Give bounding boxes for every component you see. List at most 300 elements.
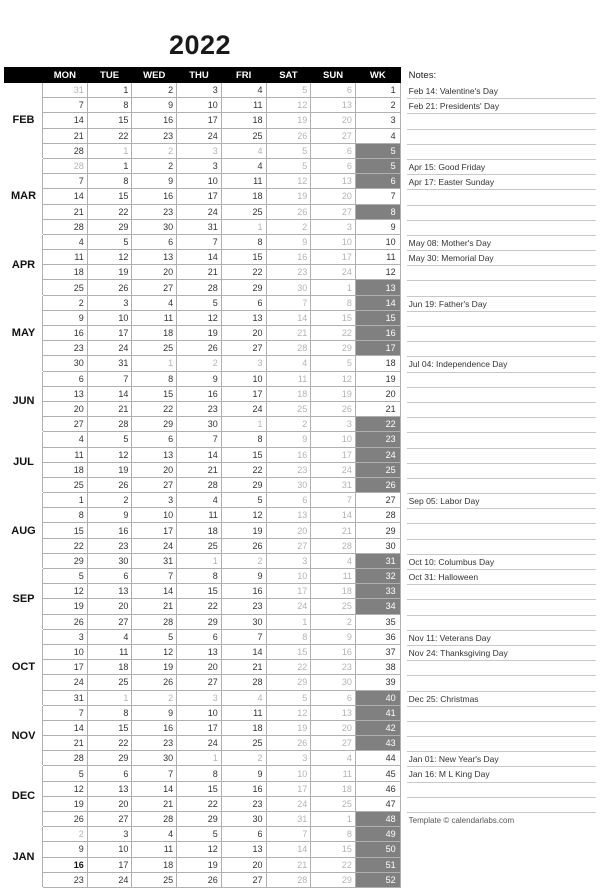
day-cell[interactable]: 16 [177,386,222,401]
day-cell[interactable]: 15 [311,842,356,857]
day-cell[interactable]: 28 [266,872,311,887]
day-cell[interactable]: 17 [266,584,311,599]
day-cell[interactable]: 19 [266,113,311,128]
day-cell[interactable]: 7 [311,493,356,508]
day-cell[interactable]: 12 [87,447,132,462]
day-cell[interactable]: 20 [266,523,311,538]
day-cell[interactable]: 3 [177,143,222,158]
day-cell[interactable]: 24 [311,265,356,280]
day-cell[interactable]: 17 [132,523,177,538]
day-cell[interactable]: 20 [132,265,177,280]
day-cell[interactable]: 10 [132,508,177,523]
note-row[interactable] [407,616,596,631]
day-cell[interactable]: 23 [266,462,311,477]
day-cell[interactable]: 25 [87,675,132,690]
day-cell[interactable]: 5 [311,356,356,371]
day-cell[interactable]: 13 [221,310,266,325]
note-row[interactable] [407,327,596,342]
day-cell[interactable]: 15 [87,113,132,128]
day-cell[interactable]: 22 [221,265,266,280]
day-cell[interactable]: 1 [177,553,222,568]
note-row[interactable] [407,798,596,813]
day-cell[interactable]: 11 [221,174,266,189]
note-row[interactable] [407,509,596,524]
day-cell[interactable]: 31 [311,477,356,492]
day-cell[interactable]: 1 [132,356,177,371]
note-row[interactable]: Sep 05: Labor Day [407,494,596,509]
day-cell[interactable]: 6 [221,827,266,842]
day-cell[interactable]: 4 [132,295,177,310]
day-cell[interactable]: 20 [311,189,356,204]
day-cell[interactable]: 10 [221,371,266,386]
day-cell[interactable]: 15 [43,523,88,538]
note-row[interactable] [407,449,596,464]
day-cell[interactable]: 16 [311,644,356,659]
day-cell[interactable]: 21 [266,857,311,872]
day-cell[interactable]: 12 [311,371,356,386]
note-row[interactable] [407,388,596,403]
day-cell[interactable]: 5 [177,827,222,842]
day-cell[interactable]: 14 [311,508,356,523]
day-cell[interactable]: 7 [43,98,88,113]
day-cell[interactable]: 12 [43,781,88,796]
day-cell[interactable]: 23 [221,796,266,811]
day-cell[interactable]: 13 [311,705,356,720]
day-cell[interactable]: 19 [177,857,222,872]
day-cell[interactable]: 31 [266,812,311,827]
day-cell[interactable]: 29 [87,219,132,234]
day-cell[interactable]: 22 [87,204,132,219]
note-row[interactable]: Nov 24: Thanksgiving Day [407,646,596,661]
day-cell[interactable]: 6 [132,432,177,447]
day-cell[interactable]: 30 [266,280,311,295]
day-cell[interactable]: 8 [221,432,266,447]
day-cell[interactable]: 16 [87,523,132,538]
day-cell[interactable]: 3 [311,219,356,234]
day-cell[interactable]: 3 [177,158,222,173]
day-cell[interactable]: 29 [266,675,311,690]
day-cell[interactable]: 19 [132,660,177,675]
day-cell[interactable]: 27 [311,204,356,219]
day-cell[interactable]: 22 [87,128,132,143]
day-cell[interactable]: 1 [221,219,266,234]
day-cell[interactable]: 18 [132,326,177,341]
day-cell[interactable]: 7 [132,766,177,781]
day-cell[interactable]: 18 [43,462,88,477]
day-cell[interactable]: 11 [87,644,132,659]
day-cell[interactable]: 5 [266,83,311,98]
day-cell[interactable]: 27 [87,614,132,629]
day-cell[interactable]: 21 [132,796,177,811]
note-row[interactable] [407,585,596,600]
day-cell[interactable]: 23 [177,401,222,416]
day-cell[interactable]: 28 [132,614,177,629]
note-row[interactable] [407,722,596,737]
note-row[interactable] [407,403,596,418]
day-cell[interactable]: 5 [132,629,177,644]
day-cell[interactable]: 7 [87,371,132,386]
day-cell[interactable]: 26 [43,614,88,629]
day-cell[interactable]: 19 [311,386,356,401]
day-cell[interactable]: 23 [43,872,88,887]
day-cell[interactable]: 6 [311,83,356,98]
day-cell[interactable]: 26 [221,538,266,553]
day-cell[interactable]: 1 [87,690,132,705]
day-cell[interactable]: 19 [87,265,132,280]
day-cell[interactable]: 3 [266,553,311,568]
day-cell[interactable]: 27 [221,872,266,887]
day-cell[interactable]: 7 [177,432,222,447]
day-cell[interactable]: 5 [266,158,311,173]
day-cell[interactable]: 21 [43,204,88,219]
day-cell[interactable]: 24 [266,599,311,614]
day-cell[interactable]: 28 [43,751,88,766]
day-cell[interactable]: 13 [132,447,177,462]
day-cell[interactable]: 29 [311,872,356,887]
day-cell[interactable]: 29 [177,614,222,629]
day-cell[interactable]: 14 [221,644,266,659]
day-cell[interactable]: 7 [43,705,88,720]
day-cell[interactable]: 12 [266,98,311,113]
note-row[interactable]: May 30: Memorial Day [407,251,596,266]
day-cell[interactable]: 9 [221,569,266,584]
day-cell[interactable]: 3 [43,629,88,644]
day-cell[interactable]: 8 [87,174,132,189]
day-cell[interactable]: 17 [87,857,132,872]
day-cell[interactable]: 26 [43,812,88,827]
note-row[interactable] [407,312,596,327]
day-cell[interactable]: 17 [311,250,356,265]
day-cell[interactable]: 10 [266,569,311,584]
day-cell[interactable]: 24 [87,341,132,356]
day-cell[interactable]: 9 [266,432,311,447]
day-cell[interactable]: 21 [87,401,132,416]
day-cell[interactable]: 31 [132,553,177,568]
day-cell[interactable]: 3 [311,417,356,432]
note-row[interactable] [407,783,596,798]
note-row[interactable]: Apr 15: Good Friday [407,160,596,175]
day-cell[interactable]: 6 [87,569,132,584]
day-cell[interactable]: 15 [87,189,132,204]
day-cell[interactable]: 8 [221,234,266,249]
day-cell[interactable]: 3 [177,83,222,98]
note-row[interactable]: Jan 01: New Year's Day [407,752,596,767]
day-cell[interactable]: 19 [43,796,88,811]
day-cell[interactable]: 24 [221,401,266,416]
day-cell[interactable]: 24 [177,204,222,219]
day-cell[interactable]: 4 [132,827,177,842]
day-cell[interactable]: 15 [221,447,266,462]
day-cell[interactable]: 3 [132,493,177,508]
day-cell[interactable]: 19 [87,462,132,477]
day-cell[interactable]: 27 [132,477,177,492]
day-cell[interactable]: 18 [132,857,177,872]
day-cell[interactable]: 14 [132,584,177,599]
day-cell[interactable]: 2 [132,690,177,705]
day-cell[interactable]: 2 [43,295,88,310]
day-cell[interactable]: 6 [221,295,266,310]
day-cell[interactable]: 8 [43,508,88,523]
day-cell[interactable]: 11 [43,447,88,462]
day-cell[interactable]: 26 [177,341,222,356]
day-cell[interactable]: 1 [311,812,356,827]
day-cell[interactable]: 30 [311,675,356,690]
day-cell[interactable]: 22 [177,796,222,811]
day-cell[interactable]: 26 [87,477,132,492]
day-cell[interactable]: 14 [43,189,88,204]
day-cell[interactable]: 28 [43,158,88,173]
day-cell[interactable]: 5 [87,432,132,447]
day-cell[interactable]: 27 [43,417,88,432]
day-cell[interactable]: 19 [266,189,311,204]
day-cell[interactable]: 25 [221,204,266,219]
day-cell[interactable]: 12 [43,584,88,599]
day-cell[interactable]: 15 [177,584,222,599]
note-row[interactable] [407,206,596,221]
day-cell[interactable]: 7 [43,174,88,189]
day-cell[interactable]: 13 [221,842,266,857]
day-cell[interactable]: 9 [132,174,177,189]
day-cell[interactable]: 10 [177,174,222,189]
day-cell[interactable]: 20 [311,113,356,128]
day-cell[interactable]: 17 [221,386,266,401]
day-cell[interactable]: 4 [221,143,266,158]
day-cell[interactable]: 28 [266,341,311,356]
day-cell[interactable]: 14 [87,386,132,401]
day-cell[interactable]: 5 [43,766,88,781]
day-cell[interactable]: 22 [43,538,88,553]
day-cell[interactable]: 22 [132,401,177,416]
day-cell[interactable]: 8 [87,98,132,113]
day-cell[interactable]: 2 [311,614,356,629]
day-cell[interactable]: 13 [43,386,88,401]
day-cell[interactable]: 29 [177,812,222,827]
day-cell[interactable]: 8 [311,295,356,310]
day-cell[interactable]: 27 [177,675,222,690]
note-row[interactable] [407,676,596,691]
day-cell[interactable]: 19 [43,599,88,614]
day-cell[interactable]: 10 [87,842,132,857]
day-cell[interactable]: 4 [266,356,311,371]
day-cell[interactable]: 14 [43,720,88,735]
day-cell[interactable]: 8 [177,569,222,584]
note-row[interactable] [407,418,596,433]
day-cell[interactable]: 3 [87,295,132,310]
day-cell[interactable]: 1 [87,83,132,98]
day-cell[interactable]: 16 [132,189,177,204]
note-row[interactable] [407,661,596,676]
day-cell[interactable]: 20 [87,599,132,614]
day-cell[interactable]: 17 [177,113,222,128]
day-cell[interactable]: 16 [132,113,177,128]
day-cell[interactable]: 12 [177,842,222,857]
day-cell[interactable]: 13 [132,250,177,265]
day-cell[interactable]: 9 [132,705,177,720]
note-row[interactable] [407,145,596,160]
day-cell[interactable]: 22 [87,736,132,751]
day-cell[interactable]: 6 [311,158,356,173]
day-cell[interactable]: 9 [266,234,311,249]
day-cell[interactable]: 22 [266,660,311,675]
day-cell[interactable]: 10 [177,705,222,720]
day-cell[interactable]: 3 [266,751,311,766]
day-cell[interactable]: 21 [43,128,88,143]
day-cell[interactable]: 1 [221,417,266,432]
note-row[interactable] [407,373,596,388]
day-cell[interactable]: 23 [132,736,177,751]
day-cell[interactable]: 4 [87,629,132,644]
day-cell[interactable]: 21 [132,599,177,614]
day-cell[interactable]: 28 [221,675,266,690]
note-row[interactable]: Jul 04: Independence Day [407,357,596,372]
day-cell[interactable]: 7 [221,629,266,644]
day-cell[interactable]: 4 [221,83,266,98]
day-cell[interactable]: 30 [87,553,132,568]
day-cell[interactable]: 9 [87,508,132,523]
day-cell[interactable]: 30 [177,417,222,432]
day-cell[interactable]: 26 [177,872,222,887]
day-cell[interactable]: 23 [43,341,88,356]
day-cell[interactable]: 2 [132,83,177,98]
day-cell[interactable]: 18 [221,113,266,128]
day-cell[interactable]: 26 [266,204,311,219]
note-row[interactable] [407,433,596,448]
day-cell[interactable]: 2 [221,751,266,766]
day-cell[interactable]: 12 [87,250,132,265]
day-cell[interactable]: 3 [177,690,222,705]
day-cell[interactable]: 30 [43,356,88,371]
day-cell[interactable]: 11 [311,766,356,781]
day-cell[interactable]: 14 [177,250,222,265]
day-cell[interactable]: 1 [87,143,132,158]
day-cell[interactable]: 24 [311,462,356,477]
day-cell[interactable]: 14 [266,310,311,325]
day-cell[interactable]: 26 [132,675,177,690]
day-cell[interactable]: 26 [266,736,311,751]
day-cell[interactable]: 20 [311,720,356,735]
day-cell[interactable]: 24 [177,736,222,751]
day-cell[interactable]: 16 [266,447,311,462]
day-cell[interactable]: 4 [311,553,356,568]
day-cell[interactable]: 25 [132,872,177,887]
day-cell[interactable]: 24 [177,128,222,143]
day-cell[interactable]: 25 [311,599,356,614]
day-cell[interactable]: 5 [266,690,311,705]
day-cell[interactable]: 6 [266,493,311,508]
day-cell[interactable]: 25 [43,280,88,295]
note-row[interactable] [407,540,596,555]
day-cell[interactable]: 28 [177,477,222,492]
day-cell[interactable]: 12 [266,705,311,720]
day-cell[interactable]: 1 [43,493,88,508]
day-cell[interactable]: 23 [311,660,356,675]
day-cell[interactable]: 20 [177,660,222,675]
day-cell[interactable]: 15 [87,720,132,735]
day-cell[interactable]: 11 [43,250,88,265]
day-cell[interactable]: 9 [177,371,222,386]
day-cell[interactable]: 27 [266,538,311,553]
day-cell[interactable]: 5 [221,493,266,508]
day-cell[interactable]: 2 [266,219,311,234]
day-cell[interactable]: 5 [266,143,311,158]
day-cell[interactable]: 11 [221,98,266,113]
day-cell[interactable]: 2 [221,553,266,568]
day-cell[interactable]: 21 [177,462,222,477]
day-cell[interactable]: 1 [266,614,311,629]
day-cell[interactable]: 5 [87,234,132,249]
day-cell[interactable]: 14 [132,781,177,796]
day-cell[interactable]: 15 [266,644,311,659]
day-cell[interactable]: 9 [132,98,177,113]
day-cell[interactable]: 12 [221,508,266,523]
day-cell[interactable]: 16 [221,781,266,796]
day-cell[interactable]: 13 [311,174,356,189]
day-cell[interactable]: 23 [132,128,177,143]
note-row[interactable]: Oct 10: Columbus Day [407,555,596,570]
day-cell[interactable]: 28 [132,812,177,827]
day-cell[interactable]: 30 [221,812,266,827]
day-cell[interactable]: 19 [221,523,266,538]
day-cell[interactable]: 26 [87,280,132,295]
day-cell[interactable]: 28 [177,280,222,295]
day-cell[interactable]: 6 [87,766,132,781]
day-cell[interactable]: 16 [43,857,88,872]
day-cell[interactable]: 11 [266,371,311,386]
day-cell[interactable]: 18 [221,720,266,735]
day-cell[interactable]: 21 [311,523,356,538]
day-cell[interactable]: 6 [311,690,356,705]
day-cell[interactable]: 22 [221,462,266,477]
day-cell[interactable]: 4 [177,493,222,508]
day-cell[interactable]: 21 [43,736,88,751]
note-row[interactable]: May 08: Mother's Day [407,236,596,251]
day-cell[interactable]: 10 [43,644,88,659]
day-cell[interactable]: 20 [221,326,266,341]
day-cell[interactable]: 16 [221,584,266,599]
day-cell[interactable]: 29 [87,751,132,766]
day-cell[interactable]: 21 [266,326,311,341]
day-cell[interactable]: 24 [43,675,88,690]
day-cell[interactable]: 1 [311,280,356,295]
day-cell[interactable]: 11 [311,569,356,584]
note-row[interactable] [407,464,596,479]
day-cell[interactable]: 2 [87,493,132,508]
day-cell[interactable]: 7 [266,827,311,842]
note-row[interactable] [407,342,596,357]
day-cell[interactable]: 10 [87,310,132,325]
day-cell[interactable]: 17 [177,720,222,735]
note-row[interactable] [407,114,596,129]
day-cell[interactable]: 24 [132,538,177,553]
note-row[interactable] [407,524,596,539]
note-row[interactable] [407,221,596,236]
day-cell[interactable]: 9 [311,629,356,644]
day-cell[interactable]: 6 [311,143,356,158]
day-cell[interactable]: 4 [43,234,88,249]
day-cell[interactable]: 15 [177,781,222,796]
day-cell[interactable]: 25 [221,736,266,751]
day-cell[interactable]: 29 [221,280,266,295]
day-cell[interactable]: 1 [87,158,132,173]
day-cell[interactable]: 29 [221,477,266,492]
day-cell[interactable]: 17 [266,781,311,796]
day-cell[interactable]: 25 [311,796,356,811]
note-row[interactable]: Nov 11: Veterans Day [407,631,596,646]
day-cell[interactable]: 27 [311,128,356,143]
day-cell[interactable]: 18 [266,386,311,401]
day-cell[interactable]: 13 [311,98,356,113]
day-cell[interactable]: 11 [177,508,222,523]
